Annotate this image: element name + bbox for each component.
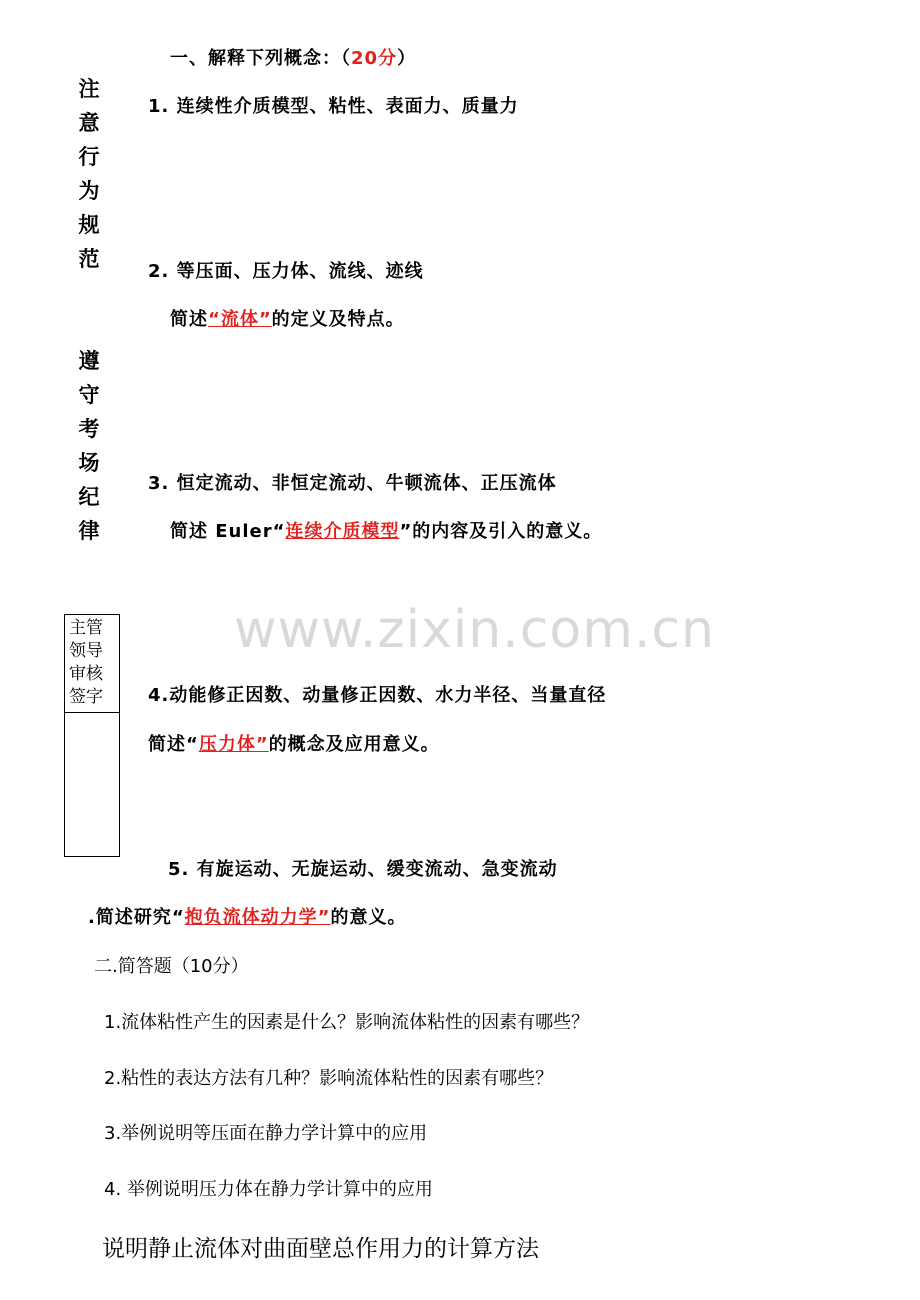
side-char: 为 (78, 179, 100, 203)
section1-title-score: 20分 (351, 48, 398, 69)
item-1: 1. 连续性介质模型、粘性、表面力、质量力 (148, 96, 519, 117)
signature-box (64, 614, 120, 857)
item-2: 2. 等压面、压力体、流线、迹线 (148, 261, 424, 282)
side-char: 遵 (78, 349, 100, 373)
side-char: 意 (78, 111, 100, 135)
section1-title-prefix: 一、解释下列概念：（ (170, 48, 351, 69)
section1-title-suffix: ） (397, 48, 417, 69)
item-4-sub-prefix: 简述“ (148, 734, 199, 755)
watermark: www.zixin.com.cn (234, 600, 715, 660)
section1-title (170, 44, 416, 70)
item-3-sub-suffix: ”的内容及引入的意义。 (399, 521, 603, 542)
item-5-sub-prefix: .简述研究“ (88, 907, 185, 928)
item-5-sub (88, 903, 407, 929)
item-4: 4.动能修正因数、动量修正因数、水力半径、当量直径 (148, 685, 607, 706)
item-4-sub-term: 压力体” (198, 734, 269, 755)
side-notice-conduct (74, 72, 104, 276)
item-5-sub-suffix: 的意义。 (330, 907, 407, 928)
item-2-sub-suffix: 的定义及特点。 (271, 309, 405, 330)
item-3-sub-prefix: 简述 Euler“ (170, 521, 286, 542)
item-4-sub (148, 730, 440, 756)
section2-q1: 1.流体粘性产生的因素是什么？影响流体粘性的因素有哪些？ (104, 1012, 590, 1033)
section2-q5: 说明静止流体对曲面壁总作用力的计算方法 (102, 1236, 539, 1262)
side-char: 行 (78, 145, 100, 169)
side-char: 纪 (78, 485, 100, 509)
side-char: 考 (78, 417, 100, 441)
item-2-sub-prefix: 简述 (170, 309, 208, 330)
signature-label-line: 签字 (69, 687, 103, 707)
item-3-sub-term: 连续介质模型 (285, 521, 400, 542)
item-5-sub-term: 抱负流体动力学” (184, 907, 331, 928)
signature-label-line: 主管 (69, 618, 103, 638)
side-char: 注 (78, 77, 100, 101)
section2-q4: 4. 举例说明压力体在静力学计算中的应用 (104, 1179, 433, 1200)
section2-q2: 2.粘性的表达方法有几种？影响流体粘性的因素有哪些？ (104, 1068, 554, 1089)
side-char: 范 (78, 247, 100, 271)
side-char: 守 (78, 383, 100, 407)
signature-label-line: 审核 (69, 664, 103, 684)
item-3: 3. 恒定流动、非恒定流动、牛顿流体、正压流体 (148, 473, 557, 494)
side-char: 规 (78, 213, 100, 237)
signature-label-line: 领导 (69, 641, 103, 661)
item-3-sub (170, 517, 602, 543)
item-4-sub-suffix: 的概念及应用意义。 (268, 734, 440, 755)
section2-title: 二.简答题（10分） (94, 956, 249, 977)
item-2-sub (170, 305, 405, 331)
side-char: 场 (78, 451, 100, 475)
signature-box-label (65, 615, 119, 713)
side-char: 律 (78, 519, 100, 543)
side-notice-discipline (74, 344, 104, 548)
item-5: 5. 有旋运动、无旋运动、缓变流动、急变流动 (168, 859, 558, 880)
item-2-sub-term: “流体” (208, 309, 272, 330)
section2-q3: 3.举例说明等压面在静力学计算中的应用 (104, 1123, 428, 1144)
